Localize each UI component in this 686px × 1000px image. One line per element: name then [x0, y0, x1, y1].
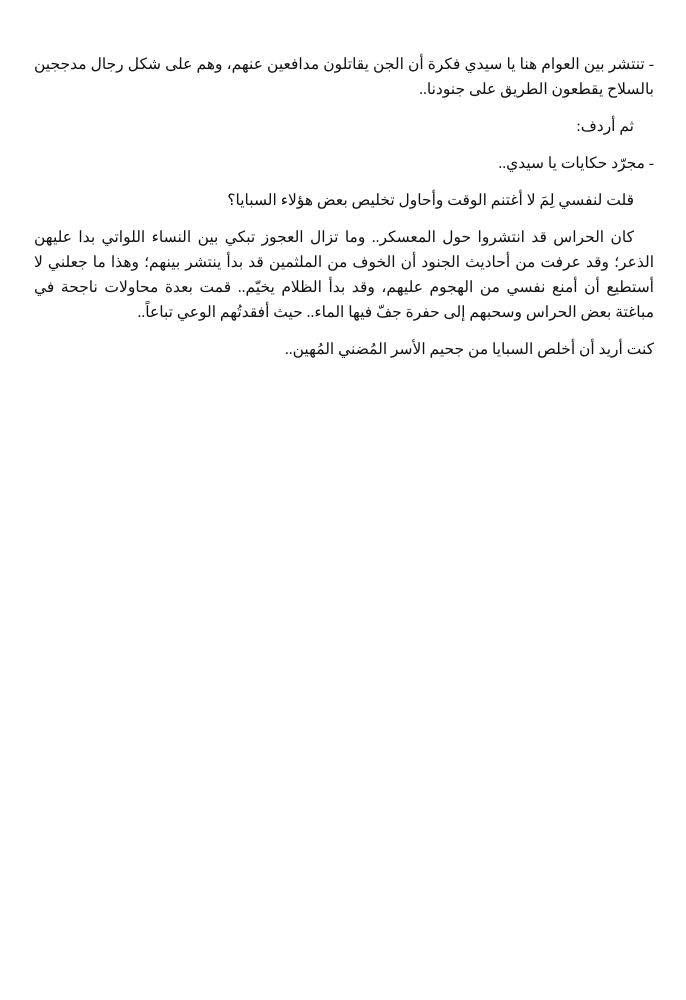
paragraph-4: قلت لنفسي لِمَ لا أغتنم الوقت وأحاول تخليص بعض هؤلاء السبايا؟ — [227, 192, 634, 209]
paragraph-5: كان الحراس قد انتشروا حول المعسكر.. وما تزال العجوز تبكي بين النساء اللواتي بدا عليهن الذعر؛ وقد عرفت من أحاديث الجنود أن الخوف من الملثمين قد بدأ ينتشر بينهم؛ وهذا ما جعلني لا أستطيع أن أمنع نفسي من الهجوم عليهم، وقد بدأ الظلام يخيّم.. قمت بعدة محاولات ناجحة في مباغتة بعض الحراس وسحبهم إلى حفرة جفّ فيها الماء.. حيث أفقدتُهم الوعي تباعاً.. — [34, 229, 654, 321]
paragraph-6: كنت أريد أن أخلص السبايا من جحيم الأسر المُضني المُهين.. — [284, 341, 654, 358]
document-page — [34, 52, 654, 374]
paragraph-3: - مجرّد حكايات يا سيدي.. — [498, 155, 654, 172]
paragraph-1: - تنتشر بين العوام هنا يا سيدي فكرة أن الجن يقاتلون مدافعين عنهم، وهم على شكل رجال مدججين بالسلاح يقطعون الطريق على جنودنا.. — [34, 56, 654, 98]
paragraph-2: ثم أردف: — [576, 118, 634, 135]
